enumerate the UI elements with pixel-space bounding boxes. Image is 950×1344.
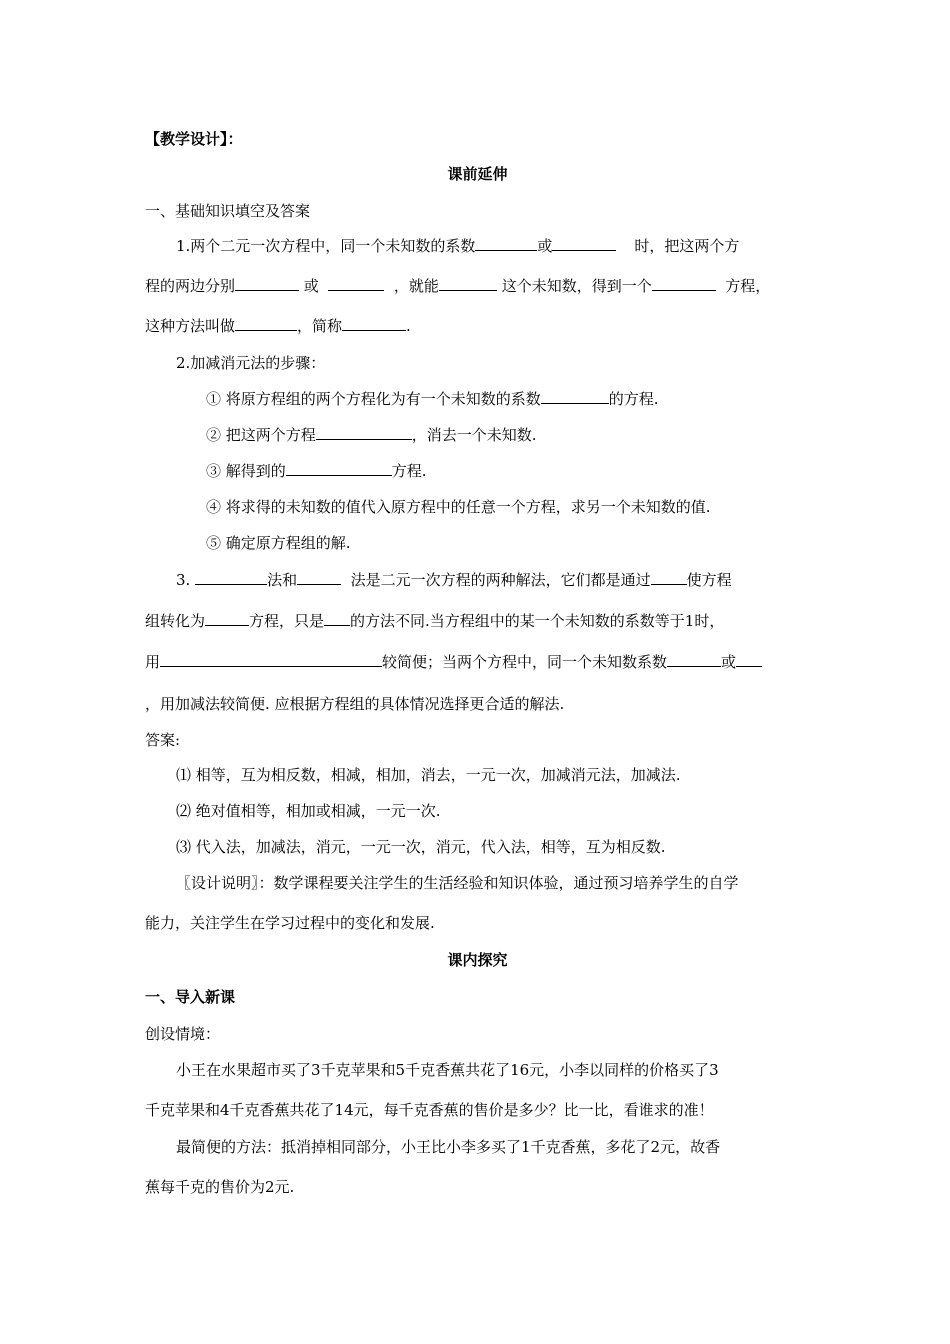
q3-line-1 [176,570,810,590]
intro-subtitle: 一、导入新课 [145,988,236,1006]
blank [541,389,609,404]
q2-step-3 [206,461,871,481]
problem-line-2: 千克苹果和4千克香蕉共花了14元，每千克香蕉的售价是多少？比一比，看谁求的准！ [145,1101,714,1119]
blank [195,570,267,585]
blank [736,652,762,667]
answers-label: 答案: [145,731,181,749]
q3-line-2 [145,611,810,631]
design-note-line-2: 能力，关注学生在学习过程中的变化和发展. [145,914,435,932]
q3-text: 法是二元一次方程的两种解法，它们都是通过 [350,571,651,589]
blank [439,276,497,291]
q1-text: 或 [537,237,553,255]
q3-text: 方程，只是 [249,612,325,630]
section-title-pre-class: 课前延伸 [447,165,508,183]
q2-step-5: ⑤ 确定原方程组的解. [206,534,351,552]
q1-text: 程的两边分别 [145,277,236,295]
q1-text: . [406,317,411,335]
q1-line-1 [176,236,810,256]
blank [342,316,406,331]
q2-text: ③ 解得到的 [206,462,286,480]
blank [286,461,392,476]
answer-3: ⑶ 代入法，加减法，消元，一元一次，消元，代入法，相等，互为相反数. [176,838,666,856]
blank [235,276,299,291]
q2-text: ，消去一个未知数. [411,426,537,444]
q2-step-4: ④ 将求得的未知数的值代入原方程中的任意一个方程，求另一个未知数的值. [206,498,711,516]
design-note-line-1: 〖设计说明〗：数学课程要关注学生的生活经验和知识体验，通过预习培养学生的自学 [176,874,739,892]
q3-text: 较简便；当两个方程中，同一个未知数系数 [382,653,668,671]
q3-line-4: ，用加减法较简便. 应根据方程组的具体情况选择更合适的解法. [145,695,565,713]
q3-text: 或 [721,653,737,671]
blank [552,236,616,251]
blank [652,276,716,291]
q3-text: 组转化为 [145,612,206,630]
scene-label: 创设情境： [145,1025,221,1043]
blank [475,236,537,251]
q1-line-2 [145,276,810,296]
q1-text: 这个未知数，得到一个 [501,277,652,295]
section-title-in-class: 课内探究 [447,951,508,969]
q3-text: 3. [176,571,191,589]
teaching-design-heading: 【教学设计】： [145,130,243,148]
blank [667,652,721,667]
q1-text: 时，把这两个方 [634,237,740,255]
q3-line-3 [145,652,810,672]
q1-text: 或 [303,277,319,295]
q3-text: 法和 [267,571,298,589]
blank [328,276,384,291]
q2-text: ① 将原方程组的两个方程化为有一个未知数的系数 [206,390,541,408]
problem-line-1: 小王在水果超市买了3千克苹果和5千克香蕉共花了16元，小李以同样的价格买了3 [176,1061,719,1079]
q2-title: 2.加减消元法的步骤： [176,354,326,372]
blank [324,611,350,626]
q3-text: 用 [145,653,161,671]
q2-text: 方程. [391,462,427,480]
q1-text: 方程， [725,277,771,295]
blank [297,570,341,585]
q1-line-3 [145,316,810,336]
blank [235,316,297,331]
blank [160,652,382,667]
q1-text: 这种方法叫做 [145,317,236,335]
answer-1: ⑴ 相等，互为相反数，相减，相加，消去，一元一次，加减消元法，加减法. [176,766,681,784]
basic-knowledge-subtitle: 一、基础知识填空及答案 [145,202,311,220]
blank [316,425,412,440]
q2-step-1 [206,389,871,409]
q3-text: 使方程 [686,571,732,589]
q2-text: ② 把这两个方程 [206,426,316,444]
blank [651,570,687,585]
q2-text: 的方程. [608,390,659,408]
blank [205,611,249,626]
q1-text: ，简称 [297,317,343,335]
q3-text: 的方法不同.当方程组中的某一个未知数的系数等于1时， [350,612,725,630]
answer-2: ⑵ 绝对值相等，相加或相减，一元一次. [176,802,441,820]
solution-line-2: 蕉每千克的售价为2元. [145,1178,295,1196]
q1-text: ，就能 [393,277,439,295]
q1-text: 1.两个二元一次方程中，同一个未知数的系数 [176,237,476,255]
solution-line-1: 最简便的方法：抵消掉相同部分，小王比小李多买了1千克香蕉，多花了2元，故香 [176,1138,721,1156]
q2-step-2 [206,425,871,445]
